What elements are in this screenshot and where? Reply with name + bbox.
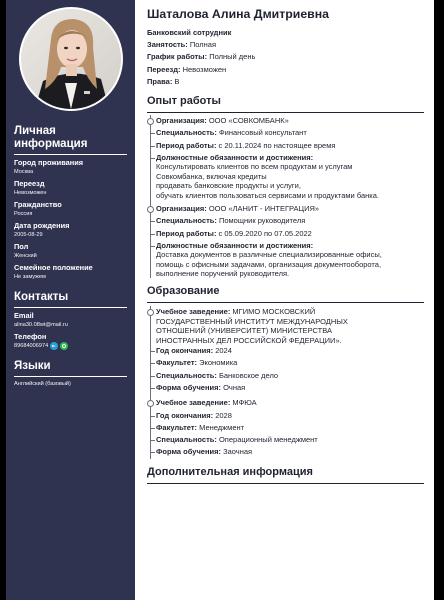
full-name: Шаталова Алина Дмитриевна [147, 7, 329, 21]
field-label: Должностные обязанности и достижения: [156, 240, 314, 250]
exp-duties [156, 152, 424, 200]
contact-phone [14, 332, 127, 350]
edu-institution [156, 397, 424, 409]
info-relocation [14, 179, 127, 197]
info-value: Москва [14, 169, 34, 175]
field-label: Специальность: [156, 435, 217, 445]
field-label: Специальность: [156, 216, 217, 226]
detail-label: Переезд: [147, 64, 181, 74]
position-title: Банковский сотрудник [147, 28, 232, 37]
edu-form [156, 446, 424, 458]
language-item [14, 380, 127, 388]
edu-year [156, 410, 424, 422]
exp-period [156, 228, 424, 240]
email-link[interactable]: alina30.08wt@mail.ru [14, 322, 68, 328]
experience-entry [156, 115, 424, 200]
education-entry [156, 306, 424, 394]
field-value: Операционный менеджмент [218, 435, 318, 445]
field-label: Период работы: [156, 228, 217, 238]
duty-line: Доставка документов в различные специализированные офисы, [156, 250, 382, 260]
field-value: МГИМО МОСКОВСКИЙ [232, 307, 316, 317]
field-label: Период работы: [156, 140, 217, 150]
exp-spec [156, 127, 424, 139]
email-label: Email [14, 311, 34, 320]
experience-timeline [147, 115, 424, 278]
info-marital-status [14, 263, 127, 281]
timeline-dot [147, 309, 154, 316]
experience-heading: Опыт работы [147, 95, 424, 113]
detail-relocation [147, 64, 424, 76]
timeline-dot [147, 400, 154, 407]
field-value: Заочная [223, 447, 253, 457]
field-label: Учебное заведение: [156, 398, 231, 408]
phone-number[interactable]: 89684006974 [14, 343, 49, 349]
info-citizenship [14, 200, 127, 218]
edu-institution [156, 306, 424, 345]
info-label: Дата рождения [14, 221, 70, 230]
edu-faculty [156, 357, 424, 369]
detail-value: Полная [189, 40, 217, 50]
info-birthdate [14, 221, 127, 239]
edu-specialty [156, 434, 424, 446]
phone-row [14, 342, 127, 350]
detail-value: B [174, 76, 180, 86]
field-value: ИНОСТРАННЫХ ДЕЛ РОССИЙСКОЙ ФЕДЕРАЦИИ». [156, 335, 342, 345]
avatar [21, 9, 121, 109]
detail-license [147, 76, 424, 88]
field-value: Менеджмент [199, 422, 245, 432]
avatar-frame [19, 7, 123, 111]
field-value: ООО «СОВКОМБАНК» [208, 116, 289, 126]
exp-org [156, 203, 424, 215]
field-label: Специальность: [156, 370, 217, 380]
contact-email [14, 311, 127, 329]
info-value: 2005-08-29 [14, 232, 43, 238]
duty-line: выполнение поручений руководителя. [156, 269, 290, 279]
whatsapp-icon[interactable] [60, 342, 68, 350]
timeline-dot [147, 206, 154, 213]
info-label: Семейное положение [14, 263, 93, 272]
edu-form [156, 382, 424, 394]
detail-value: Полный день [209, 52, 256, 62]
field-label: Форма обучения: [156, 382, 221, 392]
education-timeline [147, 306, 424, 458]
field-label: Специальность: [156, 128, 217, 138]
detail-label: Права: [147, 76, 173, 86]
exp-spec [156, 215, 424, 227]
duty-line: обучать клиентов пользоваться сервисами и продуктами банка. [156, 190, 379, 200]
duty-line: Консультировать клиентов по всем продуктам и услугам [156, 162, 353, 172]
detail-employment [147, 39, 424, 51]
detail-schedule [147, 51, 424, 63]
education-heading: Образование [147, 285, 424, 303]
field-label: Учебное заведение: [156, 307, 231, 317]
sidebar [6, 0, 135, 600]
info-value: Россия [14, 211, 33, 217]
edu-year [156, 345, 424, 357]
field-value: ООО «ЛАНИТ - ИНТЕГРАЦИЯ» [208, 203, 320, 213]
detail-label: Занятость: [147, 40, 188, 50]
exp-org [156, 115, 424, 127]
field-label: Год окончания: [156, 410, 214, 420]
field-label: Организация: [156, 116, 207, 126]
education-entry [156, 397, 424, 458]
field-value: с 20.11.2024 по настоящее время [218, 140, 336, 150]
telegram-icon[interactable] [50, 342, 58, 350]
field-label: Организация: [156, 203, 207, 213]
info-value: Не замужем [14, 274, 46, 280]
edu-faculty [156, 422, 424, 434]
field-value: Очная [223, 382, 246, 392]
field-value: ОТНОШЕНИЙ (УНИВЕРСИТЕТ) МИНИСТЕРСТВА [156, 326, 332, 336]
field-label: Форма обучения: [156, 447, 221, 457]
info-value: Женский [14, 253, 37, 259]
field-value: 2024 [215, 346, 232, 356]
field-value: Экономика [199, 358, 238, 368]
exp-duties [156, 240, 424, 279]
field-value: Финансовый консультант [218, 128, 307, 138]
field-value: 2028 [215, 410, 232, 420]
field-value: МФЮА [232, 398, 257, 408]
info-label: Гражданство [14, 200, 62, 209]
detail-value: Невозможен [182, 64, 227, 74]
edu-specialty [156, 370, 424, 382]
timeline-dot [147, 118, 154, 125]
field-value: ГОСУДАРСТВЕННЫЙ ИНСТИТУТ МЕЖДУНАРОДНЫХ [156, 316, 348, 326]
phone-label: Телефон [14, 332, 47, 341]
duty-line: Совкомбанка, включая кредиты [156, 171, 267, 181]
main-content [135, 0, 434, 600]
field-label: Должностные обязанности и достижения: [156, 152, 314, 162]
field-label: Год окончания: [156, 346, 214, 356]
info-gender [14, 242, 127, 260]
field-label: Факультет: [156, 358, 198, 368]
personal-info-heading: Личная информация [14, 125, 127, 155]
detail-label: График работы: [147, 52, 208, 62]
field-value: Банковское дело [218, 370, 279, 380]
language-value: Английский (базовый) [14, 381, 71, 387]
experience-entry [156, 203, 424, 279]
languages-heading: Языки [14, 360, 127, 377]
duty-line: продавать банковские продукты и услуги, [156, 181, 301, 191]
duty-line: помощь с офисными задачами, организация документооборота, [156, 259, 382, 269]
contacts-heading: Контакты [14, 291, 127, 308]
field-value: с 05.09.2020 по 07.05.2022 [218, 228, 312, 238]
additional-info-heading: Дополнительная информация [147, 466, 424, 484]
field-value: Помощник руководителя [218, 216, 306, 226]
info-label: Переезд [14, 179, 45, 188]
info-label: Пол [14, 242, 29, 251]
right-dark-edge [434, 0, 444, 600]
exp-period [156, 140, 424, 152]
info-city [14, 158, 127, 176]
info-label: Город проживания [14, 158, 84, 167]
field-label: Факультет: [156, 422, 198, 432]
info-value: Невозможен [14, 190, 47, 196]
